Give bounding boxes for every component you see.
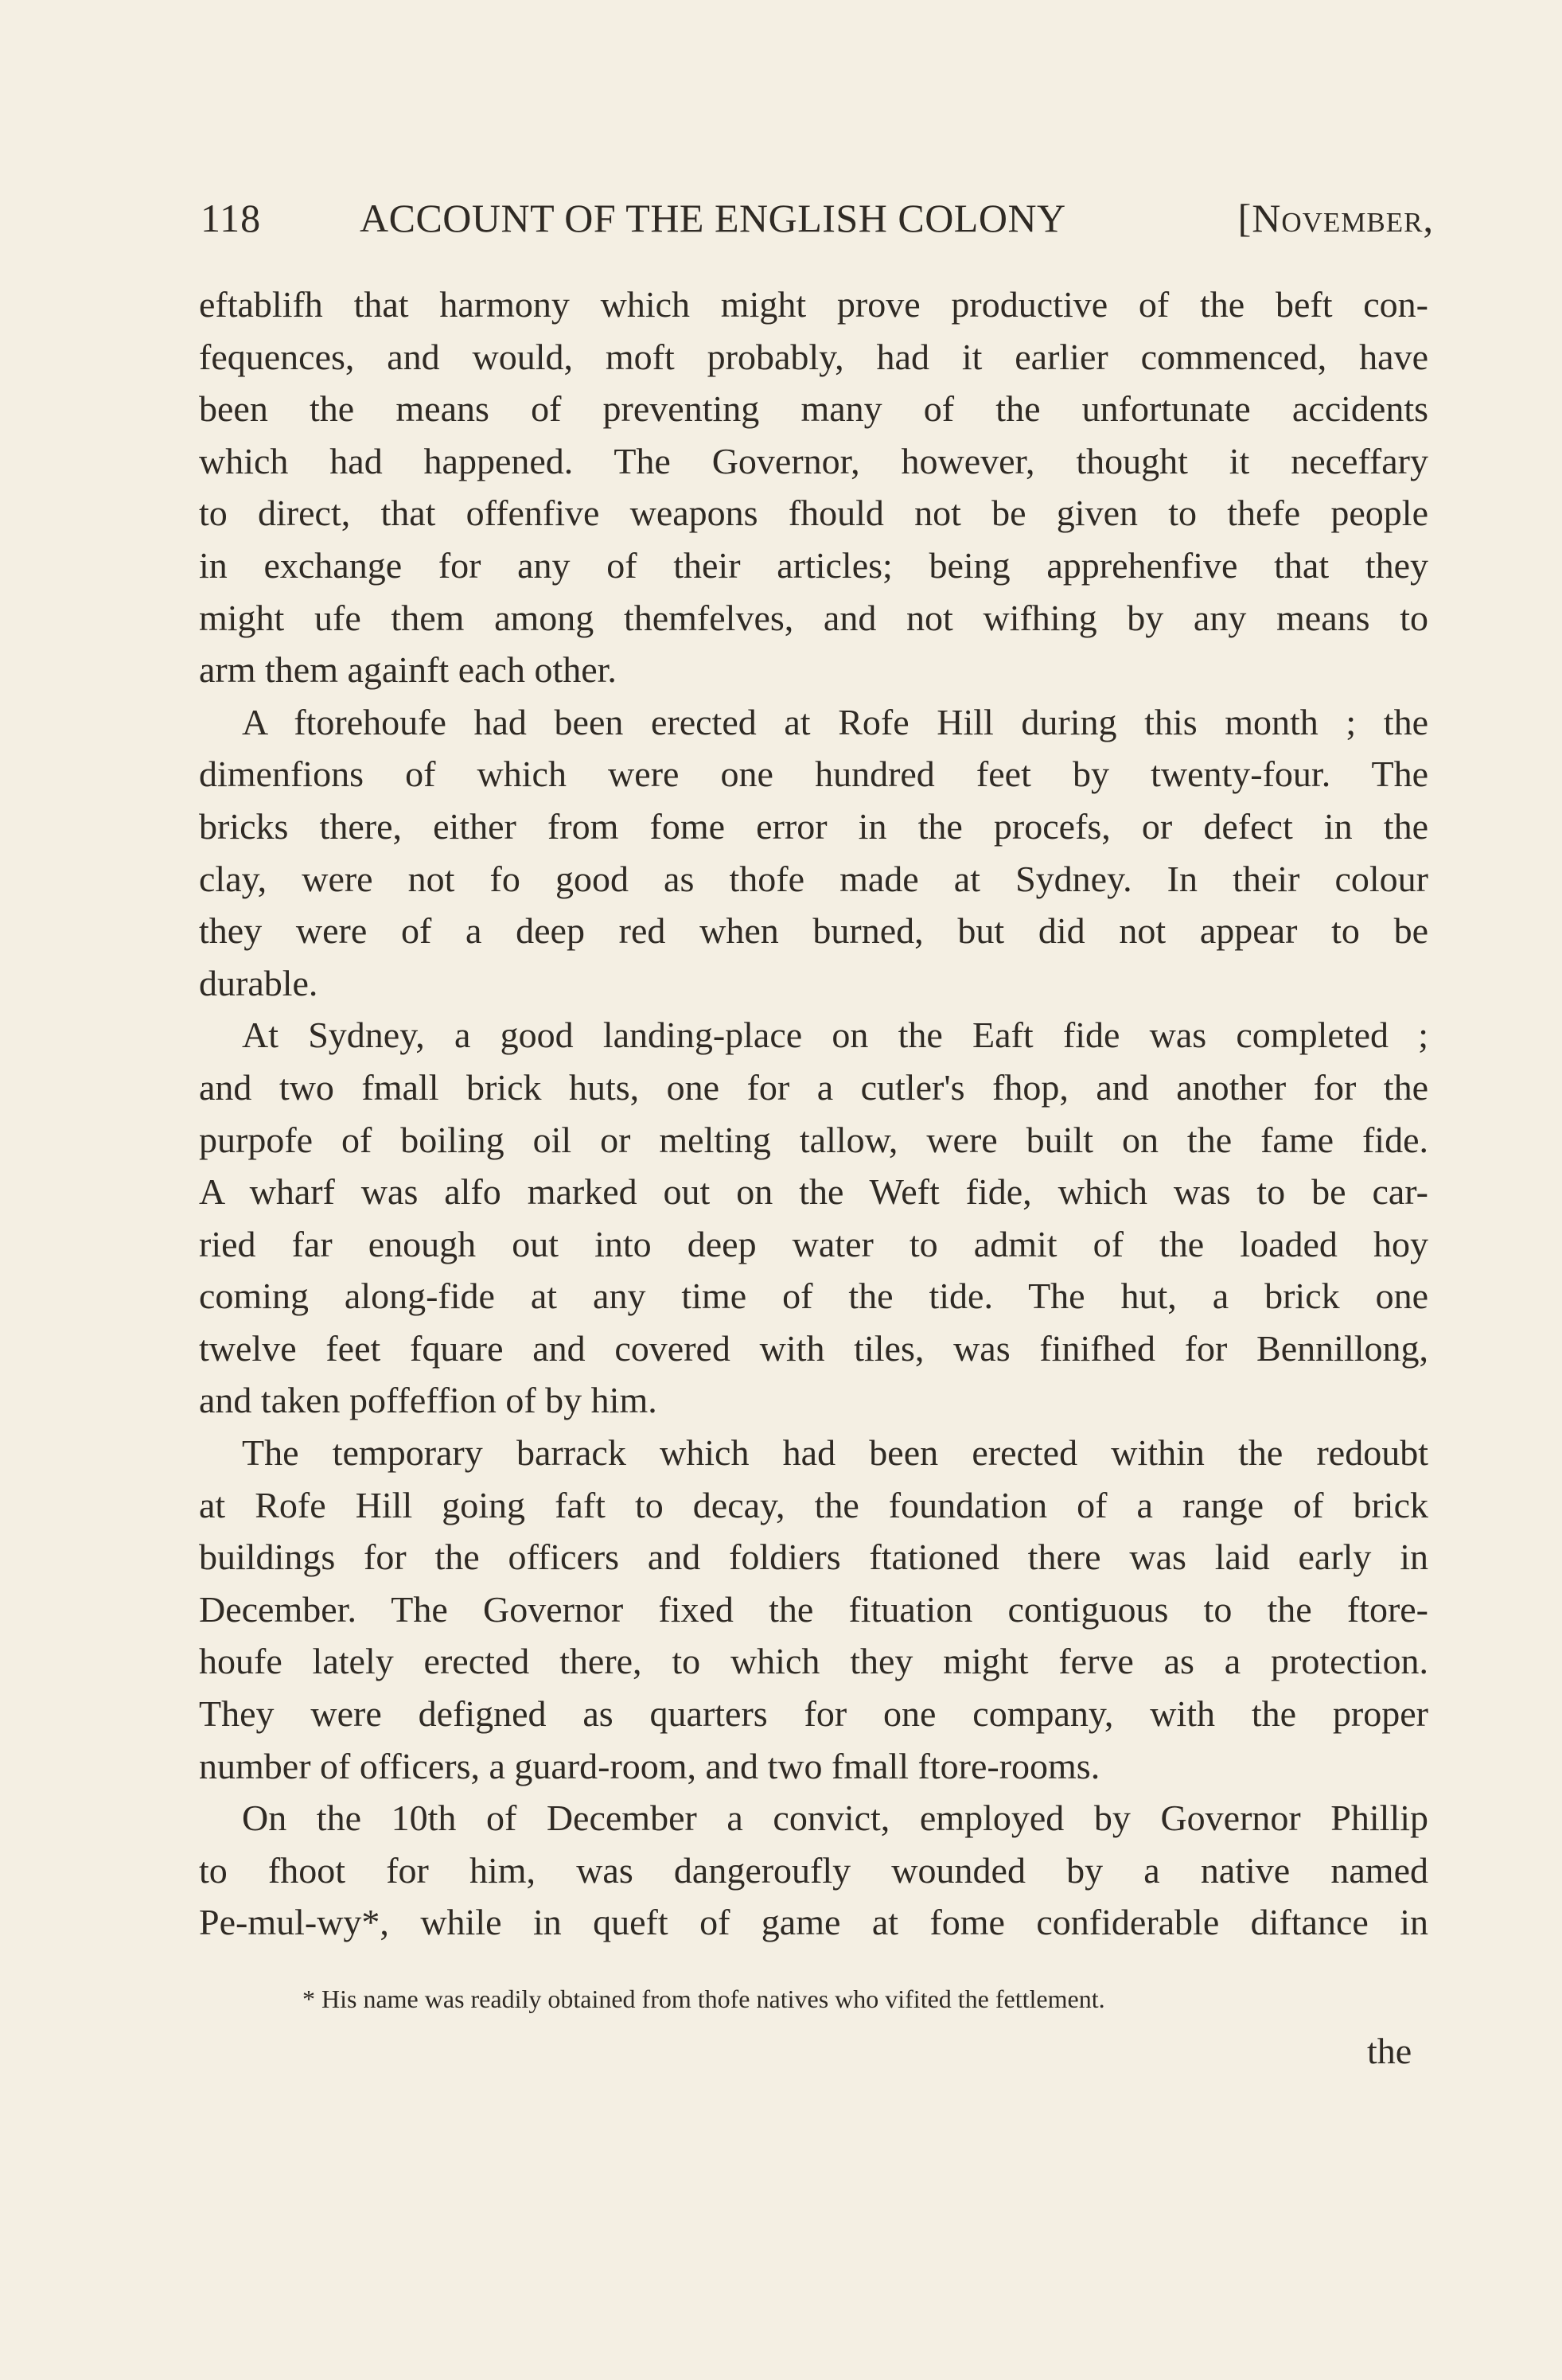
text-line: purpofe of boiling oil or melting tallow, were built on the fame fide.	[199, 1119, 1428, 1160]
text-line: which had happened. The Governor, however, thought it neceffary	[199, 440, 1428, 481]
text-line: at Rofe Hill going faft to decay, the foundation of a range of brick	[199, 1484, 1428, 1525]
text-line: in exchange for any of their articles; being apprehenfive that they	[199, 544, 1428, 586]
text-line: They were defigned as quarters for one company, with the proper	[199, 1693, 1428, 1735]
text-line: dimenfions of which were one hundred feet by twenty-four. The	[199, 754, 1428, 795]
paragraph	[199, 1792, 1428, 1949]
text-line: eftablifh that harmony which might prove productive of the beft con-	[199, 284, 1428, 325]
text-line: clay, were not fo good as thofe made at Sydney. In their colour	[199, 858, 1428, 899]
text-line: fequences, and would, moft probably, had it earlier commenced, have	[199, 336, 1428, 377]
text-line: coming along-fide at any time of the tide. The hut, a brick one	[199, 1276, 1428, 1317]
paragraph	[199, 1009, 1428, 1427]
paragraph	[199, 279, 1428, 696]
paragraph	[199, 696, 1428, 1010]
text-line: been the means of preventing many of the unfortunate accidents	[199, 388, 1428, 430]
text-line: The temporary barrack which had been erected within the redoubt	[242, 1432, 1428, 1474]
catchword: the	[1367, 2031, 1412, 2071]
page-number: 118	[201, 196, 262, 240]
text-line: December. The Governor fixed the fituation contiguous to the ftore-	[199, 1588, 1428, 1630]
text-line: At Sydney, a good landing-place on the Eaft fide was completed ;	[242, 1015, 1428, 1056]
paragraph	[199, 1427, 1428, 1792]
text-line: and two fmall brick huts, one for a cutler's fhop, and another for the	[199, 1066, 1428, 1108]
text-line: On the 10th of December a convict, employed by Governor Phillip	[242, 1798, 1428, 1839]
text-line: number of officers, a guard-room, and two fmall ftore-rooms.	[199, 1745, 1100, 1786]
text-line: they were of a deep red when burned, but did not appear to be	[199, 910, 1428, 952]
text-line: A wharf was alfo marked out on the Weft fide, which was to be car-	[199, 1171, 1428, 1213]
text-line: to fhoot for him, was dangeroufly wounded by a native named	[199, 1849, 1428, 1891]
text-line: twelve feet fquare and covered with tiles, was finifhed for Bennillong,	[199, 1327, 1428, 1369]
text-line: durable.	[199, 962, 318, 1003]
text-line: to direct, that offenfive weapons fhould not be given to thefe people	[199, 493, 1428, 534]
running-header	[201, 195, 1434, 251]
text-line: ried far enough out into deep water to admit of the loaded hoy	[199, 1223, 1428, 1264]
running-title: ACCOUNT OF THE ENGLISH COLONY	[360, 196, 1066, 240]
text-line: houfe lately erected there, to which they might ferve as a protection.	[199, 1641, 1428, 1682]
text-line: arm them againft each other.	[199, 649, 617, 691]
footnote: * His name was readily obtained from thofe natives who vifited the fettlement.	[302, 1985, 1105, 2013]
body-text	[199, 279, 1428, 1949]
text-line: bricks there, either from fome error in the procefs, or defect in the	[199, 805, 1428, 847]
running-month: [November,	[1237, 196, 1434, 240]
text-line: Pe-mul-wy*, while in queft of game at fome confiderable diftance in	[199, 1902, 1428, 1943]
text-line: buildings for the officers and foldiers ftationed there was laid early in	[199, 1537, 1428, 1578]
text-line: might ufe them among themfelves, and not wifhing by any means to	[199, 597, 1428, 638]
text-line: and taken poffeffion of by him.	[199, 1380, 657, 1421]
text-line: A ftorehoufe had been erected at Rofe Hill during this month ; the	[242, 701, 1428, 742]
